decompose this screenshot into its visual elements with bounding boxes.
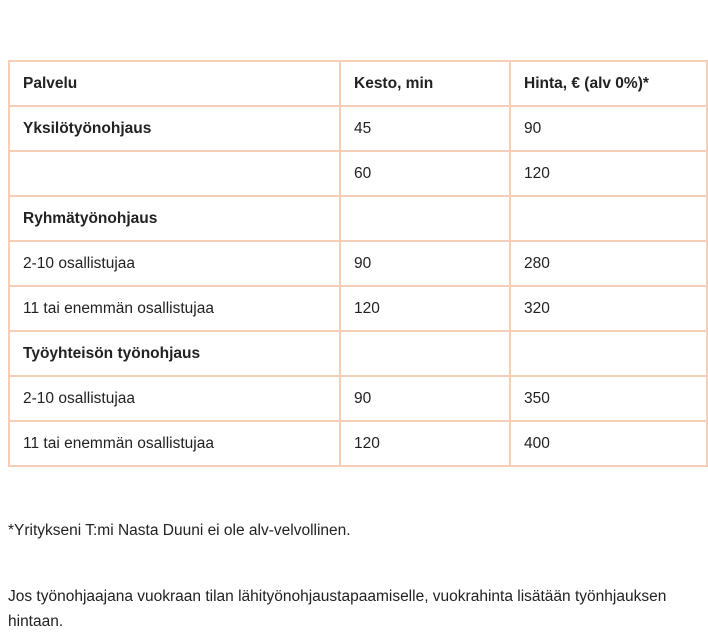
table-row bbox=[9, 331, 707, 376]
table-row bbox=[9, 196, 707, 241]
table-header-row bbox=[9, 61, 707, 106]
price-cell: 120 bbox=[510, 151, 707, 196]
table-row bbox=[9, 151, 707, 196]
service-cell: 2-10 osallistujaa bbox=[9, 376, 340, 421]
service-cell: 11 tai enemmän osallistujaa bbox=[9, 286, 340, 331]
section-heading-cell: Ryhmätyönohjaus bbox=[9, 196, 340, 241]
table-row bbox=[9, 421, 707, 466]
table-row bbox=[9, 106, 707, 151]
section-heading-cell: Työyhteisön työnohjaus bbox=[9, 331, 340, 376]
price-cell bbox=[510, 331, 707, 376]
table-row bbox=[9, 241, 707, 286]
table-row bbox=[9, 286, 707, 331]
rental-info-paragraph: Jos työnohjaajana vuokraan tilan lähityönohjaustapaamiselle, vuokrahinta lisätään työnhjauksen hintaan. bbox=[8, 588, 667, 630]
service-cell bbox=[9, 151, 340, 196]
duration-cell: 45 bbox=[340, 106, 510, 151]
duration-cell: 90 bbox=[340, 376, 510, 421]
price-cell: 280 bbox=[510, 241, 707, 286]
price-cell: 400 bbox=[510, 421, 707, 466]
duration-cell bbox=[340, 196, 510, 241]
header-price: Hinta, € (alv 0%)* bbox=[510, 61, 707, 106]
service-cell: 11 tai enemmän osallistujaa bbox=[9, 421, 340, 466]
price-cell: 90 bbox=[510, 106, 707, 151]
duration-cell: 60 bbox=[340, 151, 510, 196]
service-cell: 2-10 osallistujaa bbox=[9, 241, 340, 286]
price-cell bbox=[510, 196, 707, 241]
service-cell: Yksilötyönohjaus bbox=[9, 106, 340, 151]
header-service: Palvelu bbox=[9, 61, 340, 106]
duration-cell: 120 bbox=[340, 286, 510, 331]
price-cell: 350 bbox=[510, 376, 707, 421]
price-cell: 320 bbox=[510, 286, 707, 331]
header-duration: Kesto, min bbox=[340, 61, 510, 106]
table-row bbox=[9, 376, 707, 421]
duration-cell bbox=[340, 331, 510, 376]
duration-cell: 120 bbox=[340, 421, 510, 466]
price-table bbox=[8, 60, 708, 467]
vat-footnote: *Yritykseni T:mi Nasta Duuni ei ole alv-velvollinen. bbox=[8, 522, 351, 539]
duration-cell: 90 bbox=[340, 241, 510, 286]
